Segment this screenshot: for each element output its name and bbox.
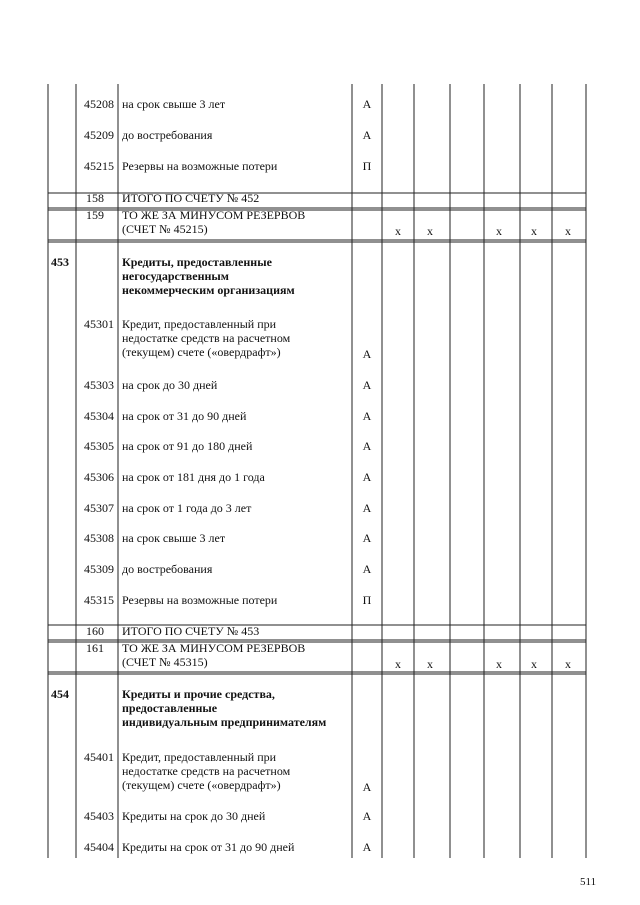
account-number: 45303 (84, 378, 114, 392)
account-name: на срок от 1 года до 3 лет (122, 501, 252, 515)
account-number: 45309 (84, 562, 114, 576)
empty-cell-mark: х (395, 224, 401, 238)
account-sign: А (362, 409, 372, 423)
empty-cell-mark: х (496, 224, 502, 238)
account-name: на срок свыше 3 лет (122, 531, 226, 545)
total-label: ТО ЖЕ ЗА МИНУСОМ РЕЗЕРВОВ (122, 641, 306, 655)
account-number: 45215 (84, 159, 114, 173)
empty-cell-mark: х (565, 657, 571, 671)
account-number: 45308 (84, 531, 114, 545)
account-sign: А (362, 840, 372, 854)
section-number: 453 (51, 255, 69, 269)
empty-cell-mark: х (531, 224, 537, 238)
account-number: 45304 (84, 409, 114, 423)
section-title: индивидуальным предпринимателям (122, 715, 327, 729)
account-name: на срок свыше 3 лет (122, 97, 226, 111)
total-code: 160 (86, 624, 104, 638)
account-number: 45306 (84, 470, 114, 484)
account-sign: А (362, 378, 372, 392)
account-name: Кредиты на срок до 30 дней (122, 809, 266, 823)
account-name: недостатке средств на расчетном (122, 331, 291, 345)
account-sign: А (362, 470, 372, 484)
account-name: Кредиты на срок от 31 до 90 дней (122, 840, 295, 854)
section-title: предоставленные (122, 701, 218, 715)
account-sign: А (362, 501, 372, 515)
account-name: Кредит, предоставленный при (122, 750, 277, 764)
section-title: некоммерческим организациям (122, 283, 295, 297)
account-name: до востребования (122, 128, 213, 142)
empty-cell-mark: х (427, 224, 433, 238)
account-name: на срок до 30 дней (122, 378, 218, 392)
account-sign: П (362, 593, 372, 607)
account-number: 45305 (84, 439, 114, 453)
page-number: 511 (580, 876, 597, 888)
account-sign: А (362, 128, 372, 142)
total-label: ИТОГО ПО СЧЕТУ № 453 (122, 624, 260, 638)
total-code: 159 (86, 208, 104, 222)
account-name: на срок от 91 до 180 дней (122, 439, 253, 453)
account-number: 45404 (84, 840, 114, 854)
account-name: на срок от 31 до 90 дней (122, 409, 247, 423)
account-number: 45315 (84, 593, 114, 607)
account-name: (текущем) счете («овердрафт») (122, 778, 281, 792)
account-sign: А (362, 531, 372, 545)
total-label: ТО ЖЕ ЗА МИНУСОМ РЕЗЕРВОВ (122, 208, 306, 222)
account-sign: А (362, 439, 372, 453)
account-sign: А (362, 347, 372, 361)
account-number: 45403 (84, 809, 114, 823)
section-title: негосударственным (122, 269, 229, 283)
total-code: 158 (86, 191, 104, 205)
account-sign: А (362, 780, 372, 794)
account-name: Кредит, предоставленный при (122, 317, 277, 331)
account-sign: А (362, 562, 372, 576)
empty-cell-mark: х (531, 657, 537, 671)
account-name: Резервы на возможные потери (122, 159, 278, 173)
empty-cell-mark: х (427, 657, 433, 671)
account-name: до востребования (122, 562, 213, 576)
account-name: (текущем) счете («овердрафт») (122, 345, 281, 359)
account-sign: А (362, 809, 372, 823)
account-number: 45209 (84, 128, 114, 142)
total-label: (СЧЕТ № 45315) (122, 655, 208, 669)
account-number: 45401 (84, 750, 114, 764)
account-name: на срок от 181 дня до 1 года (122, 470, 265, 484)
section-title: Кредиты, предоставленные (122, 255, 272, 269)
section-title: Кредиты и прочие средства, (122, 687, 275, 701)
section-number: 454 (51, 687, 69, 701)
total-label: (СЧЕТ № 45215) (122, 222, 208, 236)
total-label: ИТОГО ПО СЧЕТУ № 452 (122, 191, 260, 205)
empty-cell-mark: х (496, 657, 502, 671)
account-name: Резервы на возможные потери (122, 593, 278, 607)
empty-cell-mark: х (395, 657, 401, 671)
account-sign: П (362, 159, 372, 173)
empty-cell-mark: х (565, 224, 571, 238)
account-name: недостатке средств на расчетном (122, 764, 291, 778)
total-code: 161 (86, 641, 104, 655)
account-number: 45301 (84, 317, 114, 331)
account-sign: А (362, 97, 372, 111)
account-number: 45208 (84, 97, 114, 111)
account-number: 45307 (84, 501, 114, 515)
